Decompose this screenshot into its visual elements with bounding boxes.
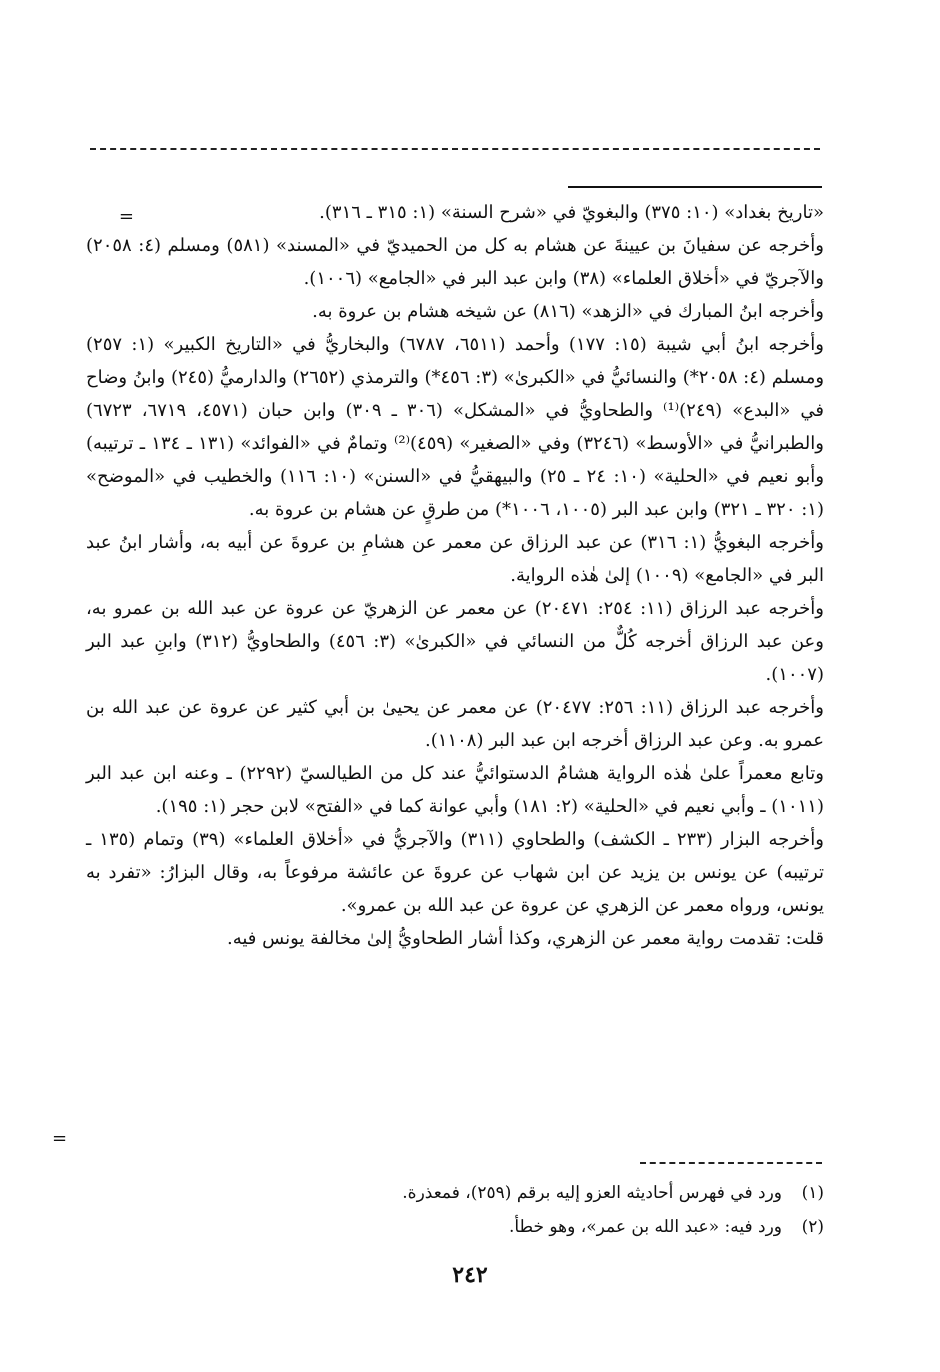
paragraph-5: وأخرجه البغويُّ (١: ٣١٦) عن عبد الرزاق عن معمر عن هشامِ بن عروةَ عن أبيه به، وأشار ابنُ عبد البر في «الجامع» (١٠٠٩) إلىٰ هٰذه الرواية.: [86, 532, 824, 586]
paragraph-1: «تاريخ بغداد» (١٠: ٣٧٥) والبغويّ في «شرح السنة» (١: ٣١٥ ـ ٣١٦).: [319, 202, 824, 223]
paragraph-3: وأخرجه ابنُ المبارك في «الزهد» (٨١٦) عن شيخه هشام بن عروة به.: [312, 301, 824, 322]
footnotes: [86, 1176, 824, 1244]
paragraph-2: وأخرجه عن سفيانَ بن عيينةَ عن هشام به كل من الحميديّ في «المسند» (٥٨١) ومسلم (٤: ٢٠٥٨) والآجريّ في «أخلاق العلماء» (٣٨) وابن عبد البر في «الجامع» (١٠٠٦).: [86, 235, 824, 289]
paragraph-9: وأخرجه البزار (٢٣٣ ـ الكشف) والطحاوي (٣١١) والآجريُّ في «أخلاق العلماء» (٣٩) وتمام (١٣٥ ـ ترتيبه) عن يونس بن يزيد عن ابن شهاب عن عروةَ عن عائشة مرفوعاً به، وقال البزارُ: «تفرد به يونس، ورواه معمر عن الزهري عن عروة عن عبد الله بن عمرو».: [86, 829, 824, 916]
footnote-separator: [640, 1162, 822, 1164]
main-text: [86, 196, 824, 955]
paragraph-4: وأخرجه ابنُ أبي شيبة (١٥: ١٧٧) وأحمد (٦٥١١، ٦٧٨٧) والبخاريُّ في «التاريخ الكبير» (١: ٢٥٧) ومسلم (٤: ٢٠٥٨*) والنسائيُّ في «الكبرىٰ» (٣: ٤٥٦*) والترمذي (٢٦٥٢) والدارميُّ (٢٤٥) وابنُ وضاح في «البدع» (٢٤٩)⁽¹⁾ والطحاويُّ في «المشكل» (٣٠٦ ـ ٣٠٩) وابن حبان (٤٥٧١، ٦٧١٩، ٦٧٢٣) والطبرانيُّ في «الأوسط» (٣٢٤٦) وفي «الصغير» (٤٥٩)⁽²⁾ وتمامٌ في «الفوائد» (١٣١ ـ ١٣٤ ـ ترتيبه) وأبو نعيم في «الحلية» (١٠: ٢٤ ـ ٢٥) والبيهقيُّ في «السنن» (١٠: ١١٦) والخطيب في «الموضح» (١: ٣٢٠ ـ ٣٢١) وابن عبد البر (١٠٠٥، ١٠٠٦*) من طرقٍ عن هشام بن عروة به.: [86, 334, 825, 520]
paragraph-7: وأخرجه عبد الرزاق (١١: ٢٥٦: ٢٠٤٧٧) عن معمر عن يحيىٰ بن أبي كثير عن عروة عن عبد الله بن عمرو به. وعن عبد الرزاق أخرجه ابن عبد البر (١١٠٨).: [86, 697, 824, 751]
paragraph-10: قلت: تقدمت رواية معمر عن الزهري، وكذا أشار الطحاويُّ إلىٰ مخالفة يونس فيه.: [227, 928, 824, 949]
paragraph-6: وأخرجه عبد الرزاق (١١: ٢٥٤: ٢٠٤٧١) عن معمر عن الزهريّ عن عروة عن عبد الله بن عمرو به، وعن عبد الرزاق أخرجه كُلٌّ من النسائي في «الكبرىٰ» (٣: ٤٥٦) والطحاويُّ (٣١٢) وابنِ عبد البر (١٠٠٧).: [86, 598, 824, 685]
paragraph-8: وتابع معمراً علىٰ هٰذه الرواية هشامُ الدستوائيُّ عند كل من الطيالسيّ (٢٢٩٢) ـ وعنه ابن عبد البر (١٠١١) ـ وأبي نعيم في «الحلية» (٢: ١٨١) وأبي عوانة كما في «الفتح» لابن حجر (١: ١٩٥).: [86, 763, 824, 817]
footnote-text: ورد في فهرس أحاديثه العزو إليه برقم (٢٥٩)، فمعذرة.: [402, 1183, 782, 1203]
footnote-number: (١): [801, 1183, 824, 1203]
continuation-mark-top: =: [118, 206, 134, 227]
page-number: ٢٤٢: [452, 1262, 488, 1288]
text-start-rule: [568, 186, 822, 188]
footnote-number: (٢): [801, 1217, 824, 1237]
footnote-text: ورد فيه: «عبد الله بن عمر»، وهو خطأ.: [508, 1217, 782, 1237]
footnote-1: [86, 1176, 824, 1210]
footnote-2: [86, 1210, 824, 1244]
header-dashed-rule: [90, 148, 820, 150]
continuation-mark-bottom: =: [52, 1128, 68, 1149]
